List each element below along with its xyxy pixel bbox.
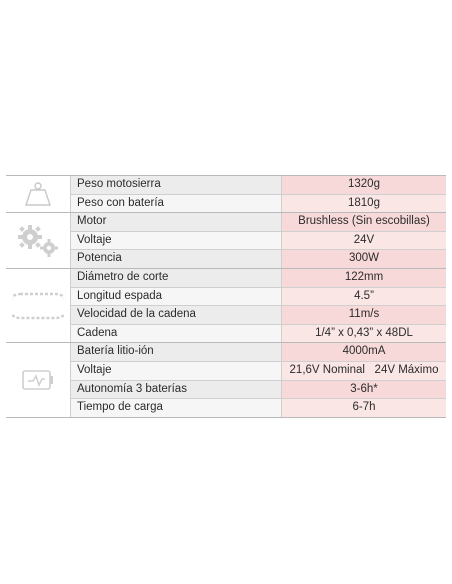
spec-label: Peso con batería	[71, 195, 282, 213]
spec-label: Motor	[71, 213, 282, 231]
weight-icon	[6, 176, 71, 212]
spec-label: Batería litio-ión	[71, 343, 282, 361]
spec-value: 6-7h	[282, 399, 446, 417]
motor-group	[6, 213, 446, 269]
spec-label: Diámetro de corte	[71, 269, 282, 287]
spec-value: 122mm	[282, 269, 446, 287]
spec-row	[71, 250, 446, 268]
spec-row	[71, 306, 446, 325]
spec-row	[71, 232, 446, 251]
weight-group	[6, 176, 446, 213]
spec-row	[71, 362, 446, 381]
spec-row	[71, 269, 446, 288]
spec-row	[71, 288, 446, 307]
chain-icon	[6, 269, 71, 342]
spec-value: 1320g	[282, 176, 446, 194]
chain-group	[6, 269, 446, 343]
spec-value: 300W	[282, 250, 446, 268]
spec-label: Voltaje	[71, 362, 282, 380]
spec-value: 1/4” x 0,43” x 48DL	[282, 325, 446, 343]
spec-label: Tiempo de carga	[71, 399, 282, 417]
spec-row	[71, 195, 446, 213]
spec-value: 1810g	[282, 195, 446, 213]
spec-value: Brushless (Sin escobillas)	[282, 213, 446, 231]
spec-row	[71, 343, 446, 362]
spec-label: Potencia	[71, 250, 282, 268]
spec-value: 4.5”	[282, 288, 446, 306]
battery-group	[6, 343, 446, 416]
spec-label: Longitud espada	[71, 288, 282, 306]
spec-value: 21,6V Nominal 24V Máximo	[282, 362, 446, 380]
battery-icon	[6, 343, 71, 416]
spec-value: 24V	[282, 232, 446, 250]
spec-table	[6, 175, 446, 418]
spec-row	[71, 176, 446, 195]
spec-label: Cadena	[71, 325, 282, 343]
spec-value: 11m/s	[282, 306, 446, 324]
spec-row	[71, 213, 446, 232]
spec-label: Peso motosierra	[71, 176, 282, 194]
spec-value: 4000mA	[282, 343, 446, 361]
spec-value: 3-6h*	[282, 381, 446, 399]
spec-label: Velocidad de la cadena	[71, 306, 282, 324]
spec-row	[71, 381, 446, 400]
spec-row	[71, 325, 446, 343]
spec-row	[71, 399, 446, 417]
gears-icon	[6, 213, 71, 268]
spec-label: Autonomía 3 baterías	[71, 381, 282, 399]
spec-label: Voltaje	[71, 232, 282, 250]
